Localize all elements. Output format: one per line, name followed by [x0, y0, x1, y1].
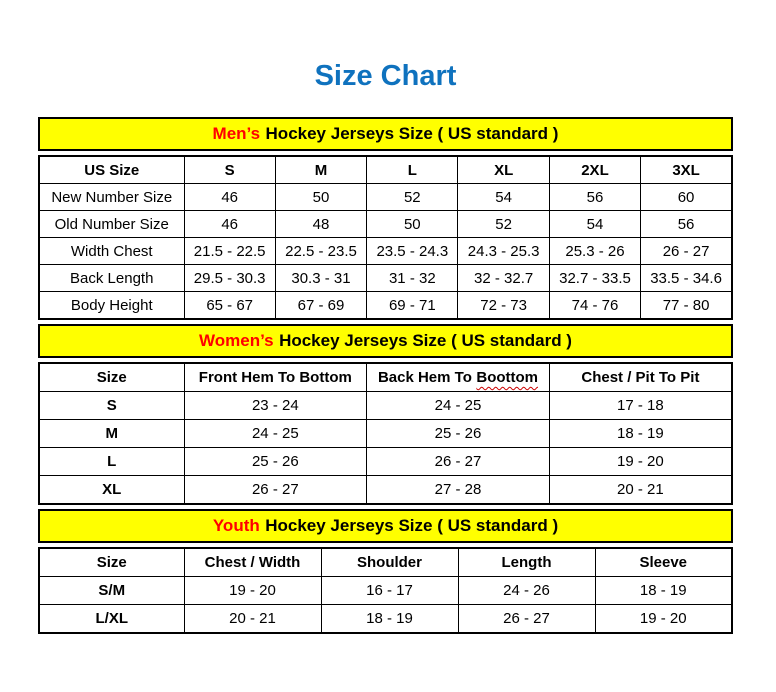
table-row	[39, 577, 732, 605]
table-cell: 54	[549, 211, 640, 238]
column-header: Chest / Width	[184, 548, 321, 577]
table-cell: 26 - 27	[367, 448, 550, 476]
column-header-us-size: US Size	[39, 156, 184, 184]
misspelled-word: Boottom	[476, 369, 539, 386]
table-cell: 52	[367, 184, 458, 211]
row-label: New Number Size	[39, 184, 184, 211]
table-cell: 18 - 19	[321, 605, 458, 634]
table-cell: 26 - 27	[184, 476, 367, 505]
table-row	[39, 184, 732, 211]
table-cell: 23 - 24	[184, 392, 367, 420]
size-chart-content	[38, 0, 733, 634]
youth-header-row	[39, 548, 732, 577]
table-cell: 29.5 - 30.3	[184, 265, 275, 292]
mens-size-table	[38, 155, 733, 320]
table-cell: 32 - 32.7	[458, 265, 549, 292]
table-cell: 21.5 - 22.5	[184, 238, 275, 265]
table-row	[39, 448, 732, 476]
womens-size-table	[38, 362, 733, 505]
page-title: Size Chart	[314, 60, 457, 92]
table-row	[39, 265, 732, 292]
table-row	[39, 292, 732, 320]
table-cell: 18 - 19	[549, 420, 732, 448]
section-header-youth	[38, 509, 733, 543]
column-header-text: Back Hem To	[377, 369, 472, 386]
table-cell: 48	[275, 211, 366, 238]
table-cell: 54	[458, 184, 549, 211]
column-header: XL	[458, 156, 549, 184]
column-header: Chest / Pit To Pit	[549, 363, 732, 392]
row-label: Old Number Size	[39, 211, 184, 238]
row-label: XL	[39, 476, 184, 505]
section-heading-rest: Hockey Jerseys Size ( US standard )	[265, 124, 559, 143]
table-cell: 25 - 26	[184, 448, 367, 476]
table-cell: 69 - 71	[367, 292, 458, 320]
table-cell: 19 - 20	[184, 577, 321, 605]
table-cell: 24 - 25	[367, 392, 550, 420]
table-cell: 77 - 80	[641, 292, 732, 320]
table-cell: 46	[184, 184, 275, 211]
table-cell: 32.7 - 33.5	[549, 265, 640, 292]
table-cell: 19 - 20	[549, 448, 732, 476]
row-label: L/XL	[39, 605, 184, 634]
table-cell: 31 - 32	[367, 265, 458, 292]
table-cell: 72 - 73	[458, 292, 549, 320]
row-label: M	[39, 420, 184, 448]
table-cell: 50	[367, 211, 458, 238]
table-cell: 56	[641, 211, 732, 238]
column-header: Sleeve	[595, 548, 732, 577]
column-header: Length	[458, 548, 595, 577]
youth-size-table	[38, 547, 733, 634]
table-cell: 16 - 17	[321, 577, 458, 605]
table-cell: 46	[184, 211, 275, 238]
table-row	[39, 420, 732, 448]
table-row	[39, 392, 732, 420]
table-cell: 24.3 - 25.3	[458, 238, 549, 265]
section-header-mens	[38, 117, 733, 151]
table-row	[39, 238, 732, 265]
table-cell: 23.5 - 24.3	[367, 238, 458, 265]
column-header: S	[184, 156, 275, 184]
table-row	[39, 476, 732, 505]
section-heading-rest: Hockey Jerseys Size ( US standard )	[279, 331, 572, 350]
row-label: Back Length	[39, 265, 184, 292]
table-cell: 20 - 21	[549, 476, 732, 505]
table-cell: 74 - 76	[549, 292, 640, 320]
column-header: 3XL	[641, 156, 732, 184]
table-cell: 25 - 26	[367, 420, 550, 448]
table-cell: 24 - 26	[458, 577, 595, 605]
table-cell: 26 - 27	[458, 605, 595, 634]
column-header: Shoulder	[321, 548, 458, 577]
column-header: Front Hem To Bottom	[184, 363, 367, 392]
column-header-size: Size	[39, 363, 184, 392]
row-label: Width Chest	[39, 238, 184, 265]
table-cell: 30.3 - 31	[275, 265, 366, 292]
mens-header-row	[39, 156, 732, 184]
table-cell: 50	[275, 184, 366, 211]
row-label: L	[39, 448, 184, 476]
section-header-womens	[38, 324, 733, 358]
row-label: Body Height	[39, 292, 184, 320]
womens-header-row	[39, 363, 732, 392]
table-cell: 18 - 19	[595, 577, 732, 605]
table-cell: 27 - 28	[367, 476, 550, 505]
column-header: L	[367, 156, 458, 184]
table-cell: 33.5 - 34.6	[641, 265, 732, 292]
row-label: S	[39, 392, 184, 420]
section-heading-rest: Hockey Jerseys Size ( US standard )	[265, 516, 559, 535]
table-cell: 17 - 18	[549, 392, 732, 420]
column-header: 2XL	[549, 156, 640, 184]
table-cell: 56	[549, 184, 640, 211]
table-row	[39, 211, 732, 238]
table-cell: 20 - 21	[184, 605, 321, 634]
section-heading-accent: Youth	[212, 516, 260, 535]
table-cell: 24 - 25	[184, 420, 367, 448]
table-cell: 65 - 67	[184, 292, 275, 320]
table-cell: 60	[641, 184, 732, 211]
table-cell: 52	[458, 211, 549, 238]
table-cell: 19 - 20	[595, 605, 732, 634]
table-row	[39, 605, 732, 634]
table-cell: 22.5 - 23.5	[275, 238, 366, 265]
table-cell: 67 - 69	[275, 292, 366, 320]
section-heading-accent: Men’s	[212, 124, 261, 143]
table-cell: 26 - 27	[641, 238, 732, 265]
column-header: M	[275, 156, 366, 184]
row-label: S/M	[39, 577, 184, 605]
column-header-back-hem	[367, 363, 550, 392]
table-cell: 25.3 - 26	[549, 238, 640, 265]
section-heading-accent: Women’s	[199, 331, 274, 350]
column-header-size: Size	[39, 548, 184, 577]
